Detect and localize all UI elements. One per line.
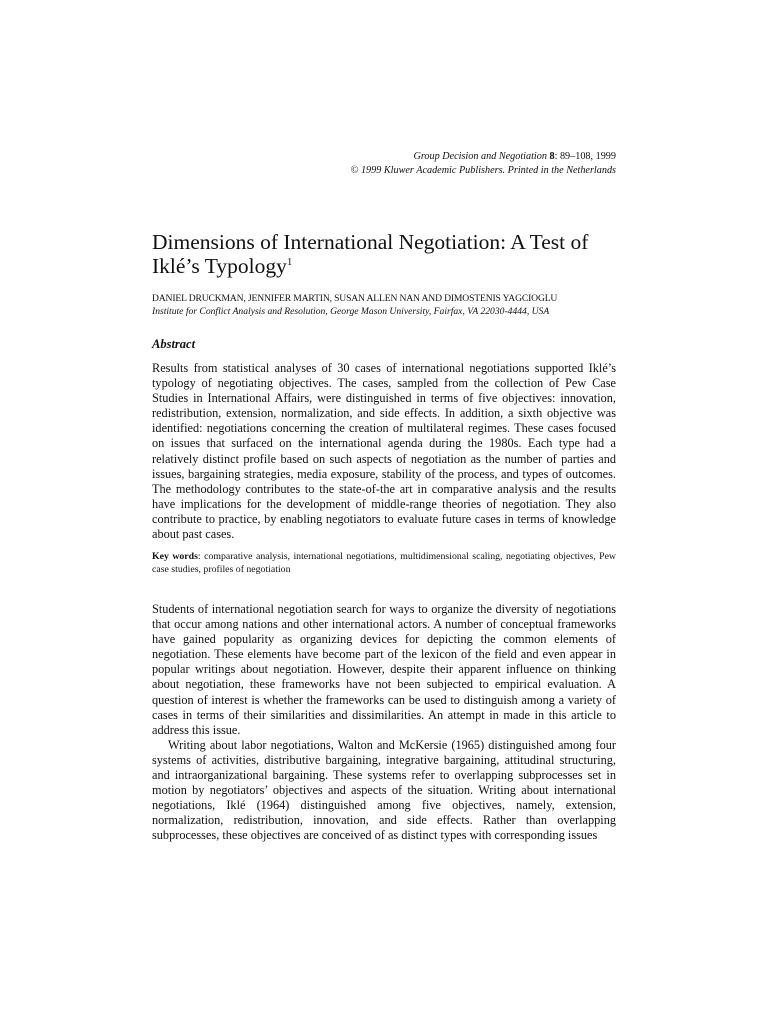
body-paragraph: Writing about labor negotiations, Walton and McKersie (1965) distinguished among four systems of activities, distributive bargaining, integrative bargaining, attitudinal structuring, and intraorganizational bargaining. These systems refer to overlapping subprocesses set in motion by negotiators’ objectives and aspects of the situation. Writing about international negotiations, Iklé (1964) distinguished among five objectives, namely, extension, normalization, redistribution, innovation, and side effects. Rather than overlapping subprocesses, these objectives are conceived of as distinct types with corresponding issues <box>152 737 616 843</box>
journal-pages: : 89–108, 1999 <box>554 151 616 162</box>
journal-volume: 8 <box>549 151 555 162</box>
journal-name: Group Decision and Negotiation <box>413 151 547 162</box>
journal-citation <box>351 150 616 164</box>
title-text: Dimensions of International Negotiation: A Test of Iklé’s Typology <box>152 230 589 278</box>
abstract-text: Results from statistical analyses of 30 cases of international negotiations supported Iklé’s typology of negotiating objectives. The cases, sampled from the collection of Pew Case Studies in International Affairs, were distinguished in terms of five objectives: innovation, redistribution, extension, normalization, and side effects. In addition, a sixth objective was identified: negotiations concerning the creation of multilateral regimes. These cases focused on issues that surfaced on the international agenda during the 1980s. Each type had a relatively distinct profile based on such aspects of negotiation as the number of parties and issues, bargaining strategies, media exposure, stability of the process, and types of outcomes. The methodology contributes to the state-of-the art in comparative analysis and the results have implications for the development of middle-range theories of negotiation. They also contribute to practice, by enabling negotiators to evaluate future cases in terms of knowledge about past cases. <box>152 361 616 542</box>
article-body <box>152 602 616 844</box>
article-title <box>152 230 622 278</box>
body-paragraph: Students of international negotiation search for ways to organize the diversity of negotiations that occur among nations and other international actors. A number of conceptual frameworks have gained popularity as organizing devices for depicting the common elements of negotiation. These elements have become part of the lexicon of the field and even appear in popular writings about negotiation. However, despite their apparent influence on thinking about negotiation, these frameworks have not been subjected to empirical evaluation. A question of interest is whether the frameworks can be used to distinguish among a variety of cases in terms of their similarities and dissimilarities. An attempt in made in this article to address this issue. <box>152 602 616 737</box>
title-footnote-marker: 1 <box>286 255 293 268</box>
author-list: DANIEL DRUCKMAN, JENNIFER MARTIN, SUSAN ALLEN NAN AND DIMOSTENIS YAGCIOGLU <box>152 293 558 304</box>
abstract-heading: Abstract <box>152 337 196 351</box>
author-affiliation: Institute for Conflict Analysis and Resolution, George Mason University, Fairfax, VA 22030-4444, USA <box>152 306 550 317</box>
copyright-line: © 1999 Kluwer Academic Publishers. Printed in the Netherlands <box>350 165 616 176</box>
keywords-text: : comparative analysis, international negotiations, multidimensional scaling, negotiating objectives, Pew case studies, profiles of negotiation <box>152 551 616 575</box>
keywords-label: Key words <box>152 551 198 562</box>
running-header <box>351 150 616 178</box>
keywords <box>152 550 616 576</box>
